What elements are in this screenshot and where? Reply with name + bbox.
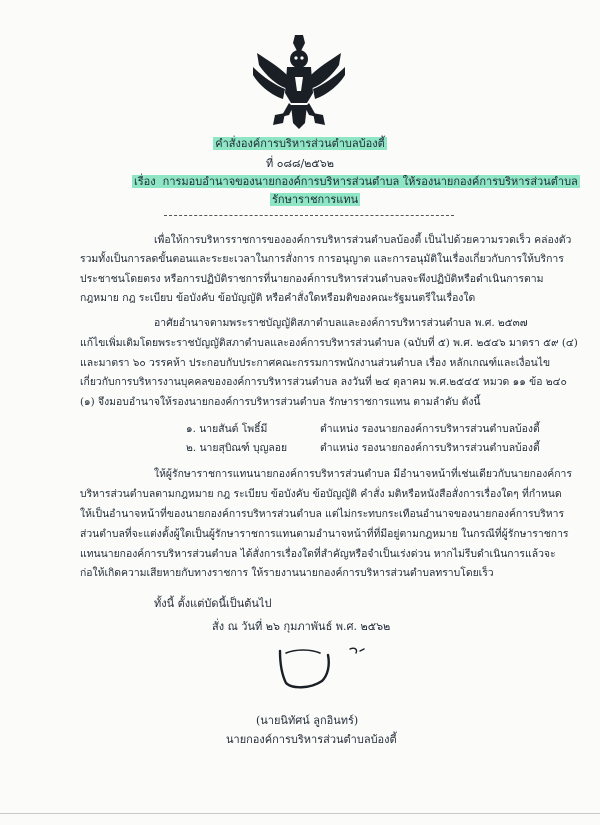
subject-row (132, 175, 580, 189)
bottom-edge-line (0, 813, 600, 814)
signer-name: (นายนิทัศน์ ลูกอินทร์) (256, 714, 359, 727)
para3-line: ให้ผู้รักษาราชการแทนนายกองค์การบริหารส่วนตำบล มีอำนาจหน้าที่เช่นเดียวกับนายกองค์การ (154, 468, 572, 480)
para3-line: ส่วนตำบลที่จะแต่งตั้งผู้ใดเป็นผู้รักษาราชการแทนตามอำนาจหน้าที่ที่มีอยู่ตามกฎหมาย ในกรณีที่ผู้รักษาราชการ (80, 528, 569, 540)
subject-line-2: รักษาราชการแทน (272, 193, 359, 206)
order-title: คำสั่งองค์การบริหารส่วนตำบลบ้องตี้ (215, 137, 385, 150)
deputy-position: ตำแหน่ง รองนายกองค์การบริหารส่วนตำบลบ้องตี้ (320, 423, 540, 435)
para1-line: เพื่อให้การบริหารราชการขององค์การบริหารส่วนตำบลบ้องตี้ เป็นไปด้วยความรวดเร็ว คล่องตัว (154, 234, 572, 246)
para2-line: (๑) จึงมอบอำนาจให้รองนายกองค์การบริหารส่วนตำบล รักษาราชการแทน ตามลำดับ ดังนี้ (80, 396, 481, 408)
order-title-row (0, 137, 600, 151)
subject-label: เรื่อง (134, 175, 156, 188)
para3-line: ก่อให้เกิดความเสียหายกับทางราชการ ให้รายงานนายกองค์การบริหารส่วนตำบลทราบโดยเร็ว (80, 567, 494, 579)
para3-line: บริหารส่วนตำบลตามกฎหมาย กฎ ระเบียบ ข้อบังคับ ข้อบัญญัติ คำสั่ง มติหรือหนังสือสั่งการเรื่องใดๆ ที่กำหนด (80, 488, 562, 500)
effective-text: ทั้งนี้ ตั้งแต่บัดนี้เป็นต้นไป (154, 597, 272, 610)
para2-line: แก้ไขเพิ่มเติมโดยพระราชบัญญัติสภาตำบลและองค์การบริหารส่วนตำบล (ฉบับที่ ๕) พ.ศ. ๒๕๔๖ มาตรา ๕๙ (๔) (80, 337, 578, 349)
deputy-name: ๑. นายสันต์ โพธิ์มี (186, 423, 268, 435)
deputy-position: ตำแหน่ง รองนายกองค์การบริหารส่วนตำบลบ้องตี้ (320, 442, 540, 454)
header-divider (164, 215, 454, 216)
para2-line: อาศัยอำนาจตามพระราชบัญญัติสภาตำบลและองค์การบริหารส่วนตำบล พ.ศ. ๒๕๓๗ (154, 317, 528, 329)
deputy-name: ๒. นายสุบิณฑ์ บุญลอย (186, 442, 288, 454)
subject-line-1: การมอบอำนาจของนายกองค์การบริหารส่วนตำบล ให้รองนายกองค์การบริหารส่วนตำบล (162, 175, 578, 188)
handwritten-signature (270, 643, 380, 693)
para1-line: ประชาชนโดยตรง หรือการปฏิบัติราชการที่นายกองค์การบริหารส่วนตำบลจะพึงปฏิบัติหรือดำเนินการตาม (80, 273, 544, 285)
garuda-emblem-icon (251, 33, 347, 131)
signer-title: นายกองค์การบริหารส่วนตำบลบ้องตี้ (226, 733, 397, 746)
para2-line: และมาตรา ๖๐ วรรคห้า ประกอบกับประกาศคณะกรรมการพนักงานส่วนตำบล เรื่อง หลักเกณฑ์และเงื่อนไข (80, 357, 551, 369)
para1-line: รวมทั้งเป็นการลดขั้นตอนและระยะเวลาในการสั่งการ การอนุญาต และการอนุมัติในเรื่องเกี่ยวกับการให้บริการ (80, 253, 564, 265)
order-date: สั่ง ณ วันที่ ๒๖ กุมภาพันธ์ พ.ศ. ๒๕๖๒ (212, 620, 391, 633)
para3-line: ให้เป็นอำนาจหน้าที่ของนายกองค์การบริหารส่วนตำบล แต่ไม่กระทบกระเทือนอำนาจของนายกองค์การบริหาร (80, 508, 565, 520)
para2-line: เกี่ยวกับการบริหารงานบุคคลขององค์การบริหารส่วนตำบล ลงวันที่ ๒๔ ตุลาคม พ.ศ.๒๕๔๕ หมวด ๑๑ ข้อ ๒๔๐ (80, 376, 567, 388)
para1-line: กฎหมาย กฎ ระเบียบ ข้อบังคับ ข้อบัญญัติ หรือคำสั่งใดหรือมติของคณะรัฐมนตรีในเรื่องใด (80, 292, 476, 304)
order-number: ที่ ๐๘๘/๒๕๖๒ (266, 157, 334, 170)
subject-row-2 (270, 193, 360, 207)
para3-line: แทนนายกองค์การบริหารส่วนตำบล ได้สั่งการเรื่องใดที่สำคัญหรือจำเป็นเร่งด่วน หากไม่รีบดำเนินการแล้วจะ (80, 548, 556, 560)
